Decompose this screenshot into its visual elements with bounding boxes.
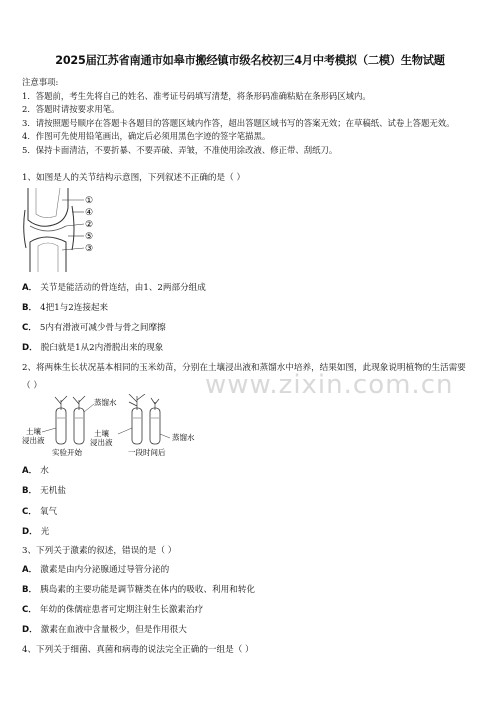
option-text: 脱臼就是1从2内滑脱出来的现象 — [40, 343, 164, 353]
q3-option-c — [22, 603, 203, 615]
notice-section — [22, 76, 454, 158]
page-title: 2025届江苏省南通市如皋市搬经镇市级名校初三4月中考模拟（二模）生物试题 — [55, 54, 445, 67]
joint-label-3: ③ — [85, 244, 94, 254]
question-2-stem-cont: （ ） — [22, 381, 42, 391]
notice-item-3: 3．请按照题号顺序在答题卡各题目的答题区域内作答，超出答题区域书写的答案无效；在草稿纸、试卷上答题无效。 — [22, 117, 455, 128]
label-distilled-water-top: 蒸馏水 — [94, 398, 117, 407]
q2-option-a — [22, 464, 49, 476]
option-text: 激素在血液中含量极少，但是作用很大 — [40, 625, 187, 635]
option-text: 关节是能活动的骨连结，由1、2两部分组成 — [40, 283, 206, 293]
label-distilled-water-right: 蒸馏水 — [172, 433, 195, 442]
option-letter: B． — [22, 486, 38, 496]
notice-item-2: 2．答题时请按要求用笔。 — [22, 104, 120, 115]
notice-item-5: 5．保持卡面清洁，不要折暴、不要弄破、弄皱，不准使用涂改液、修正带、刮纸刀。 — [22, 144, 338, 155]
option-text: 4把1与2连接起来 — [40, 303, 109, 313]
q2-option-b — [22, 484, 66, 496]
q2-option-d — [22, 525, 49, 537]
watermark: www.zixin.com.cn — [205, 370, 454, 400]
joint-label-4: ④ — [85, 208, 94, 218]
notice-item-1: 1．答题前，考生先将自己的姓名、准考证号码填写清楚，将条形码准确粘贴在条形码区域内。 — [22, 90, 371, 101]
option-text: 光 — [40, 527, 50, 537]
option-text: 无机盐 — [40, 486, 66, 496]
label-soil-extract-left-2: 浸出液 — [22, 436, 45, 445]
question-1-stem: 1、如图是人的关节结构示意图，下列叙述不正确的是（ ） — [22, 173, 246, 183]
question-3-stem: 3、下列关于激素的叙述，错误的是（ ） — [22, 546, 177, 556]
question-4-stem: 4、下列关于细菌、真菌和病毒的说法完全正确的一组是（ ） — [22, 645, 254, 655]
label-soil-extract-mid-1: 土壤 — [94, 429, 109, 438]
option-letter: C． — [22, 507, 37, 517]
option-text: 胰岛素的主要功能是调节糖类在体内的吸收、利用和转化 — [40, 585, 256, 595]
label-soil-extract-left-1: 土壤 — [26, 427, 41, 436]
label-soil-extract-mid-2: 浸出液 — [90, 438, 113, 447]
caption-after-period: 一段时间后 — [128, 448, 166, 457]
caption-experiment-start: 实验开始 — [52, 448, 82, 457]
q3-option-d — [22, 623, 187, 635]
option-letter: C． — [22, 605, 37, 615]
joint-label-2: ② — [85, 220, 94, 230]
option-text: 氧气 — [39, 507, 58, 517]
q1-option-c — [22, 321, 166, 333]
q1-option-b — [22, 301, 108, 313]
option-text: 水 — [40, 466, 49, 476]
seedling-experiment-figure — [22, 394, 222, 458]
option-text: 激素是由内分泌腺通过导管分泌的 — [40, 565, 170, 575]
option-letter: D． — [22, 625, 38, 635]
option-letter: B． — [22, 585, 38, 595]
option-letter: D． — [22, 527, 38, 537]
notice-heading: 注意事项: — [22, 77, 59, 87]
option-text: 5内有滑液可减少骨与骨之间摩擦 — [39, 323, 166, 333]
q1-option-a — [22, 281, 206, 293]
option-letter: C． — [22, 323, 37, 333]
joint-label-1: ① — [85, 196, 94, 206]
option-letter: B． — [22, 303, 38, 313]
option-letter: D． — [22, 343, 38, 353]
option-letter: A． — [22, 283, 38, 293]
option-letter: A． — [22, 466, 38, 476]
notice-item-4: 4．作图可先使用铅笔画出，确定后必须用黑色字迹的签字笔描黑。 — [22, 131, 271, 142]
q1-option-d — [22, 341, 163, 353]
option-text: 年幼的侏儒症患者可定期注射生长激素治疗 — [39, 605, 204, 615]
question-2-stem: 2、将两株生长状况基本相同的玉米幼苗，分别在土壤浸出液和蒸馏水中培养，结果如图，此现象说明植物的生活需要 — [22, 363, 466, 373]
option-letter: A． — [22, 565, 38, 575]
joint-label-5: ⑤ — [85, 232, 94, 242]
joint-structure-figure — [22, 186, 112, 274]
q2-option-c — [22, 505, 57, 517]
q3-option-a — [22, 563, 169, 575]
q3-option-b — [22, 583, 255, 595]
